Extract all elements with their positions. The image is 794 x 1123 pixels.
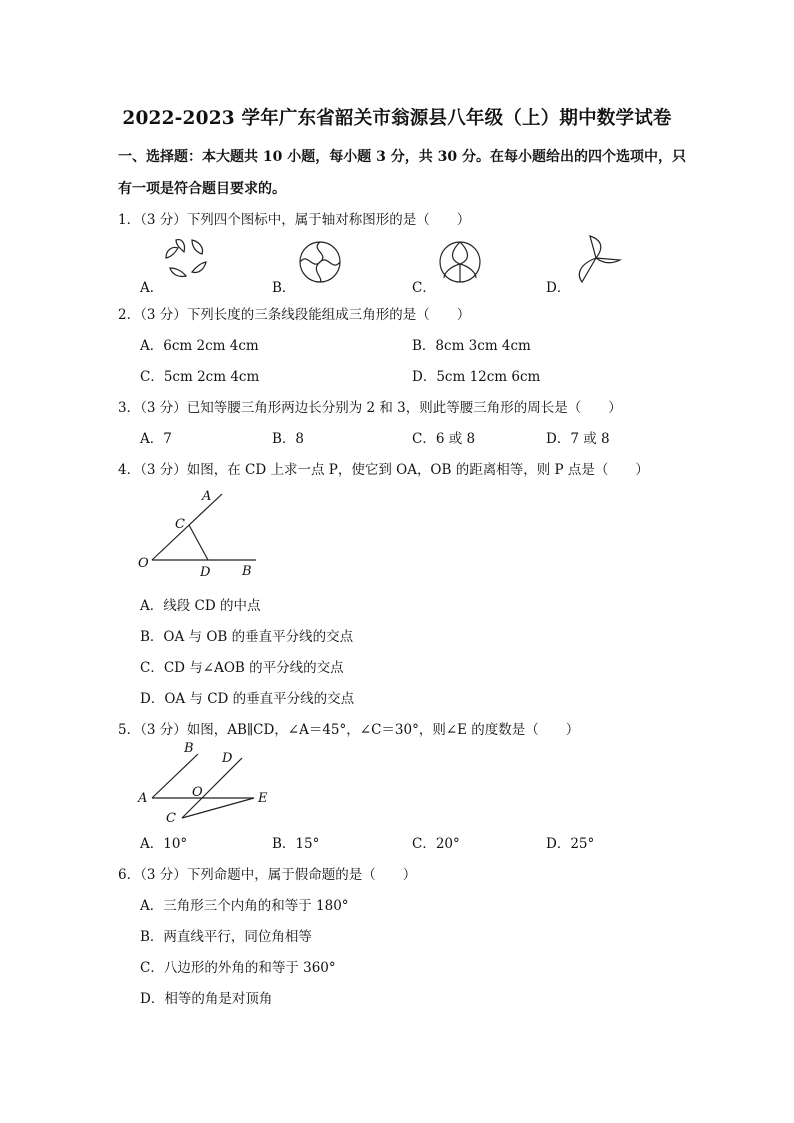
q5-option-d[interactable]: D．25° — [546, 836, 595, 852]
q5-label-d: D — [222, 751, 233, 766]
q5-option-a[interactable]: A．10° — [140, 836, 188, 852]
q2-option-b[interactable]: B．8cm 3cm 4cm — [412, 338, 531, 354]
section-heading-line2: 有一项是符合题目要求的。 — [118, 181, 286, 197]
q5-label-b: B — [184, 741, 194, 756]
question-6-stem: 6．（3 分）下列命题中，属于假命题的是（ ） — [118, 867, 417, 883]
question-3-stem: 3．（3 分）已知等腰三角形两边长分别为 2 和 3，则此等腰三角形的周长是（ ） — [118, 400, 622, 416]
q6-option-a[interactable]: A．三角形三个内角的和等于 180° — [140, 898, 349, 914]
q4-option-a[interactable]: A．线段 CD 的中点 — [140, 598, 261, 614]
question-4-stem: 4．（3 分）如图，在 CD 上求一点 P，使它到 OA，OB 的距离相等，则 P 点是（ ） — [118, 462, 649, 478]
q2-option-d[interactable]: D．5cm 12cm 6cm — [412, 369, 541, 385]
q1-figure-c-trefoil-icon — [436, 240, 484, 284]
q1-option-d[interactable]: D． — [546, 280, 571, 296]
q3-option-b[interactable]: B．8 — [272, 431, 305, 447]
q4-label-a: A — [202, 489, 212, 504]
q5-label-a: A — [138, 791, 148, 806]
q4-figure-angle-diagram — [130, 484, 270, 580]
question-5-stem: 5．（3 分）如图，AB∥CD，∠A＝45°，∠C＝30°，则∠E 的度数是（ ） — [118, 722, 580, 738]
q6-option-b[interactable]: B．两直线平行，同位角相等 — [140, 929, 312, 945]
q4-label-d: D — [200, 565, 211, 580]
q2-option-a[interactable]: A．6cm 2cm 4cm — [140, 338, 259, 354]
q3-option-a[interactable]: A．7 — [140, 431, 172, 447]
q1-option-b[interactable]: B． — [272, 280, 296, 296]
q5-option-b[interactable]: B．15° — [272, 836, 320, 852]
q4-label-b: B — [242, 564, 252, 579]
page-title: 2022-2023 学年广东省韶关市翁源县八年级（上）期中数学试卷 — [122, 108, 672, 129]
q1-option-c[interactable]: C． — [412, 280, 436, 296]
q1-figure-d-pinwheel-icon — [568, 234, 624, 286]
q2-option-c[interactable]: C．5cm 2cm 4cm — [140, 369, 260, 385]
q1-option-a[interactable]: A． — [140, 280, 164, 296]
q3-option-c[interactable]: C．6 或 8 — [412, 431, 476, 447]
q5-figure-parallel-diagram — [134, 738, 284, 828]
section-heading-line1: 一、选择题：本大题共 10 小题，每小题 3 分，共 30 分。在每小题给出的四个选项中，只 — [118, 149, 686, 165]
q5-label-e: E — [258, 791, 268, 806]
q6-option-c[interactable]: C．八边形的外角的和等于 360° — [140, 960, 336, 976]
q4-option-b[interactable]: B．OA 与 OB 的垂直平分线的交点 — [140, 629, 354, 645]
q3-option-d[interactable]: D．7 或 8 — [546, 431, 610, 447]
question-2-stem: 2．（3 分）下列长度的三条线段能组成三角形的是（ ） — [118, 307, 471, 323]
q4-option-c[interactable]: C．CD 与∠AOB 的平分线的交点 — [140, 660, 344, 676]
q1-figure-b-yinyang-icon — [296, 240, 344, 284]
q5-option-c[interactable]: C．20° — [412, 836, 460, 852]
q6-option-d[interactable]: D．相等的角是对顶角 — [140, 991, 273, 1007]
q4-option-d[interactable]: D．OA 与 CD 的垂直平分线的交点 — [140, 691, 355, 707]
q4-label-c: C — [175, 517, 185, 532]
q5-label-c: C — [166, 811, 176, 826]
q1-figure-a-swirl-icon — [162, 236, 214, 282]
question-1-stem: 1．（3 分）下列四个图标中，属于轴对称图形的是（ ） — [118, 212, 471, 228]
q5-label-o: O — [192, 785, 203, 800]
q4-label-o: O — [138, 556, 149, 571]
